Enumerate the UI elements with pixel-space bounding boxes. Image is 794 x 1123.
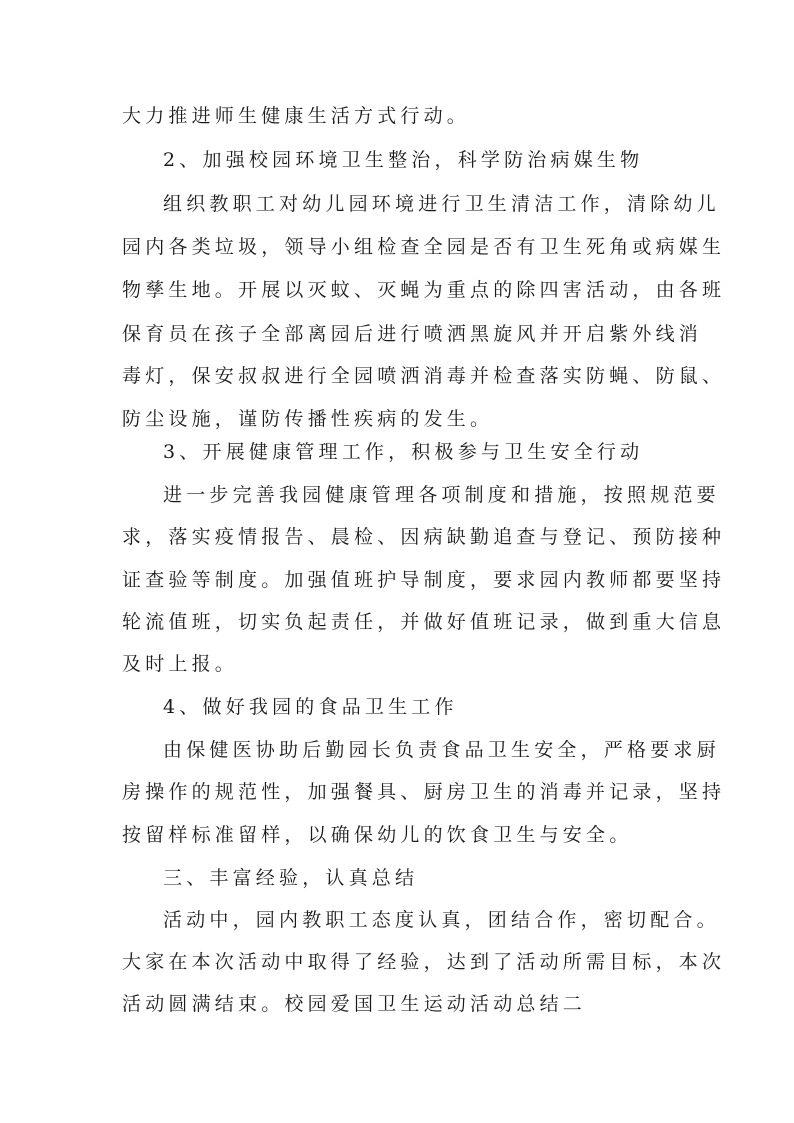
paragraph-line: 物孳生地。开展以灭蚊、灭蝇为重点的除四害活动，由各班 xyxy=(122,279,726,301)
paragraph-line: 活动圆满结束。校园爱国卫生运动活动总结二 xyxy=(122,993,587,1015)
section-heading-3: 3、开展健康管理工作，积极参与卫生安全行动 xyxy=(163,441,644,463)
section-heading-three: 三、丰富经验，认真总结 xyxy=(163,867,419,889)
paragraph-line: 轮流值班，切实负起责任，并做好值班记录，做到重大信息 xyxy=(122,611,726,633)
section-heading-4: 4、做好我园的食品卫生工作 xyxy=(163,696,458,718)
paragraph-line: 房操作的规范性，加强餐具、厨房卫生的消毒并记录，坚持 xyxy=(122,781,726,803)
paragraph-line: 求，落实疫情报告、晨检、因病缺勤追查与登记、预防接种 xyxy=(122,526,726,548)
section-heading-2: 2、加强校园环境卫生整治，科学防治病媒生物 xyxy=(163,149,644,171)
paragraph-line: 保育员在孩子全部离园后进行喷洒黑旋风并开启紫外线消 xyxy=(122,323,703,345)
paragraph-line: 大力推进师生健康生活方式行动。 xyxy=(122,105,471,127)
paragraph-line: 防尘设施，谨防传播性疾病的发生。 xyxy=(122,408,494,430)
paragraph-line: 毒灯，保安叔叔进行全园喷洒消毒并检查落实防蝇、防鼠、 xyxy=(122,365,726,387)
paragraph-line: 由保健医协助后勤园长负责食品卫生安全，严格要求厨 xyxy=(163,739,720,761)
paragraph-line: 证查验等制度。加强值班护导制度，要求园内教师都要坚持 xyxy=(122,569,726,591)
paragraph-line: 及时上报。 xyxy=(122,653,239,675)
paragraph-line: 按留样标准留样，以确保幼儿的饮食卫生与安全。 xyxy=(122,824,633,846)
paragraph-line: 进一步完善我园健康管理各项制度和措施，按照规范要 xyxy=(163,484,720,506)
paragraph-line: 大家在本次活动中取得了经验，达到了活动所需目标，本次 xyxy=(122,951,726,973)
paragraph-line: 组织教职工对幼儿园环境进行卫生清洁工作，清除幼儿 xyxy=(163,193,720,215)
paragraph-line: 园内各类垃圾，领导小组检查全园是否有卫生死角或病媒生 xyxy=(122,236,726,258)
paragraph-line: 活动中，园内教职工态度认真，团结合作，密切配合。 xyxy=(163,909,720,931)
